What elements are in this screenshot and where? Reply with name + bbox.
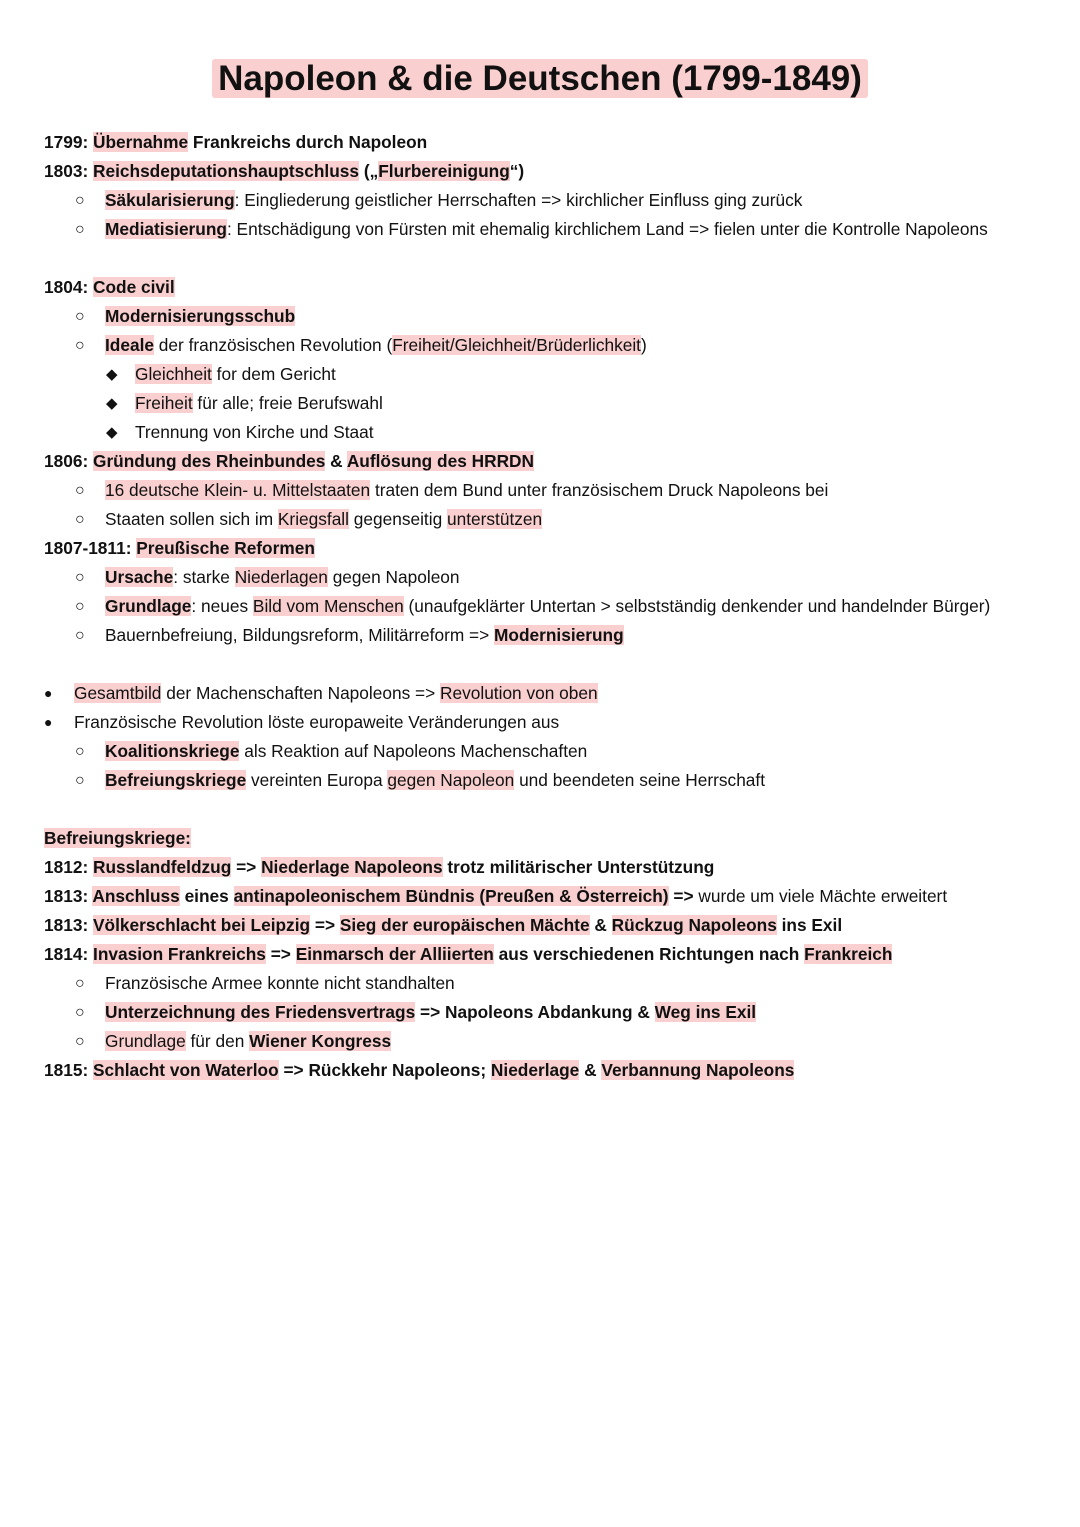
note-heading-line [44, 534, 1054, 563]
highlighted-text: Grundlage [105, 1031, 186, 1051]
bullet-icon: ◆ [106, 366, 118, 383]
bullet-icon: ○ [75, 975, 85, 992]
list-item [44, 1027, 1054, 1056]
bullet-icon: ○ [75, 482, 85, 499]
note-heading-line [44, 1056, 1054, 1085]
list-item [44, 679, 1054, 708]
bullet-icon: ○ [75, 337, 85, 354]
text-segment: & [579, 1060, 602, 1080]
note-heading-line [44, 447, 1054, 476]
text-segment: („ [359, 161, 379, 181]
note-heading-line [44, 853, 1054, 882]
bullet-icon: ○ [75, 192, 85, 209]
note-heading-line [44, 882, 1054, 911]
list-item [44, 563, 1054, 592]
note-heading-line [44, 911, 1054, 940]
text-segment: : starke [173, 567, 235, 587]
page-title-text: Napoleon & die Deutschen (1799-1849) [212, 59, 868, 98]
text-segment: : Eingliederung geistlicher Herrschaften => kirchlicher Einfluss ging zurück [234, 190, 803, 210]
highlighted-text: Frankreich [804, 944, 893, 964]
highlighted-text: Russlandfeldzug [93, 857, 232, 877]
highlighted-text: Völkerschlacht bei Leipzig [93, 915, 311, 935]
text-segment: : Entschädigung von Fürsten mit ehemalig kirchlichem Land => fielen unter die Kontrolle Napoleons [226, 219, 988, 239]
highlighted-text: Einmarsch der Alliierten [295, 944, 494, 964]
text-segment: 1799: [44, 132, 94, 152]
text-segment: => [231, 857, 262, 877]
highlighted-text: Reichsdeputationshauptschluss [93, 161, 360, 181]
note-heading-line [44, 824, 1054, 853]
highlighted-text: Mediatisierung [105, 219, 227, 239]
bullet-icon: ○ [75, 569, 85, 586]
text-segment: Französische Revolution löste europaweite Veränderungen aus [74, 712, 560, 732]
text-segment: 1804: [44, 277, 94, 297]
highlighted-text: Ursache [105, 567, 174, 587]
bullet-icon: ○ [75, 511, 85, 528]
bullet-icon: ○ [75, 1033, 85, 1050]
list-item [44, 505, 1054, 534]
highlighted-text: Befreiungskriege [105, 770, 247, 790]
text-segment: => Rückkehr Napoleons; [278, 1060, 491, 1080]
text-segment: & [632, 1002, 655, 1022]
list-item [44, 592, 1054, 621]
highlighted-text: Unterzeichnung des Friedensvertrags [105, 1002, 416, 1022]
highlighted-text: antinapoleonischem Bündnis (Preußen & Österreich) [233, 886, 669, 906]
list-item [44, 215, 1054, 244]
list-item [44, 766, 1054, 795]
highlighted-text: Grundlage [105, 596, 192, 616]
blank-line [44, 795, 1054, 824]
text-segment: für den [185, 1031, 250, 1051]
text-segment: => [310, 915, 340, 935]
text-segment: der Machenschaften Napoleons => [161, 683, 441, 703]
text-segment: for dem Gericht [211, 364, 336, 384]
text-segment: Trennung von Kirche und Staat [135, 422, 374, 442]
highlighted-text: Säkularisierung [105, 190, 235, 210]
text-segment: 1814: [44, 944, 94, 964]
highlighted-text: Wiener Kongress [249, 1031, 392, 1051]
highlighted-text: Freiheit/Gleichheit/Brüderlichkeit [392, 335, 641, 355]
text-segment: “) [509, 161, 525, 181]
text-segment: und beendeten seine Herrschaft [514, 770, 766, 790]
highlighted-text: Verbannung Napoleons [601, 1060, 795, 1080]
bullet-icon: ○ [75, 221, 85, 238]
highlighted-text: Sieg der europäischen Mächte [339, 915, 590, 935]
text-segment: der französischen Revolution ( [154, 335, 393, 355]
bullet-icon: ○ [75, 772, 85, 789]
text-segment: traten dem Bund unter französischem Druck Napoleons bei [370, 480, 829, 500]
highlighted-text: unterstützen [447, 509, 543, 529]
bullet-icon: ◆ [106, 395, 118, 412]
blank-line [44, 244, 1054, 273]
note-heading-line [44, 157, 1054, 186]
text-segment: & [325, 451, 347, 471]
list-item [44, 476, 1054, 505]
bullet-icon: ○ [75, 627, 85, 644]
highlighted-text: Niederlagen [234, 567, 328, 587]
text-segment: gegenseitig [348, 509, 447, 529]
highlighted-text: Niederlage Napoleons [261, 857, 443, 877]
text-segment: : neues [191, 596, 253, 616]
bullet-icon: ○ [75, 308, 85, 325]
list-item [44, 389, 1054, 418]
text-segment: 1807-1811: [44, 538, 137, 558]
highlighted-text: gegen Napoleon [387, 770, 515, 790]
text-segment: vereinten Europa [246, 770, 388, 790]
list-item [44, 360, 1054, 389]
highlighted-text: Koalitionskriege [105, 741, 240, 761]
highlighted-text: Gesamtbild [74, 683, 162, 703]
list-item [44, 969, 1054, 998]
highlighted-text: Anschluss [92, 886, 180, 906]
note-heading-line [44, 128, 1054, 157]
highlighted-text: Revolution von oben [440, 683, 598, 703]
text-segment: 1815: [44, 1060, 94, 1080]
list-item [44, 621, 1054, 650]
text-segment: => [668, 886, 699, 906]
list-item [44, 418, 1054, 447]
highlighted-text: Auflösung des HRRDN [346, 451, 535, 471]
highlighted-text: Gründung des Rheinbundes [93, 451, 326, 471]
text-segment: Staaten sollen sich im [105, 509, 278, 529]
list-item [44, 737, 1054, 766]
notes-content [44, 128, 1054, 1085]
text-segment: gegen Napoleon [327, 567, 460, 587]
highlighted-text: Freiheit [135, 393, 193, 413]
text-segment: für alle; freie Berufswahl [192, 393, 383, 413]
note-heading-line [44, 273, 1054, 302]
text-segment: wurde um viele Mächte erweitert [698, 886, 948, 906]
text-segment: eines [179, 886, 234, 906]
list-item [44, 708, 1054, 737]
text-segment: trotz militärischer Unterstützung [442, 857, 715, 877]
bullet-icon: ○ [75, 598, 85, 615]
note-heading-line [44, 940, 1054, 969]
bullet-icon: ● [44, 714, 53, 730]
highlighted-text: Bild vom Menschen [252, 596, 404, 616]
page-title [0, 56, 1080, 102]
text-segment: 1806: [44, 451, 94, 471]
text-segment: & [589, 915, 612, 935]
list-item [44, 998, 1054, 1027]
highlighted-text: Weg ins Exil [654, 1002, 757, 1022]
list-item [44, 331, 1054, 360]
highlighted-text: Preußische Reformen [136, 538, 315, 558]
highlighted-text: Flurbereinigung [378, 161, 510, 181]
highlighted-text: Modernisierung [494, 625, 624, 645]
text-segment: aus verschiedenen Richtungen nach [493, 944, 805, 964]
highlighted-text: Kriegsfall [277, 509, 349, 529]
bullet-icon: ◆ [106, 424, 118, 441]
list-item [44, 186, 1054, 215]
highlighted-text: Befreiungskriege: [44, 828, 191, 848]
text-segment: Französische Armee konnte nicht standhalten [105, 973, 455, 993]
text-segment: Bauernbefreiung, Bildungsreform, Militärreform => [105, 625, 495, 645]
text-segment: als Reaktion auf Napoleons Machenschaften [239, 741, 588, 761]
text-segment: => [265, 944, 296, 964]
bullet-icon: ● [44, 685, 53, 701]
text-segment: => Napoleons Abdankung [415, 1002, 633, 1022]
text-segment: 1812: [44, 857, 94, 877]
highlighted-text: Modernisierungsschub [105, 306, 296, 326]
highlighted-text: 16 deutsche Klein- u. Mittelstaaten [105, 480, 371, 500]
highlighted-text: Niederlage [490, 1060, 580, 1080]
highlighted-text: Ideale [105, 335, 154, 355]
text-segment: ins Exil [776, 915, 843, 935]
list-item [44, 302, 1054, 331]
highlighted-text: Übernahme [93, 132, 189, 152]
highlighted-text: Gleichheit [135, 364, 212, 384]
bullet-icon: ○ [75, 1004, 85, 1021]
text-segment: 1813: [44, 915, 94, 935]
highlighted-text: Invasion Frankreichs [93, 944, 266, 964]
text-segment: (unaufgeklärter Untertan > selbstständig denkender und handelnder Bürger) [403, 596, 991, 616]
text-segment: ) [640, 335, 647, 355]
text-segment: Frankreichs durch Napoleon [188, 132, 428, 152]
text-segment: 1813: [44, 886, 93, 906]
highlighted-text: Code civil [93, 277, 175, 297]
text-segment: 1803: [44, 161, 94, 181]
highlighted-text: Schlacht von Waterloo [93, 1060, 279, 1080]
highlighted-text: Rückzug Napoleons [611, 915, 777, 935]
bullet-icon: ○ [75, 743, 85, 760]
blank-line [44, 650, 1054, 679]
